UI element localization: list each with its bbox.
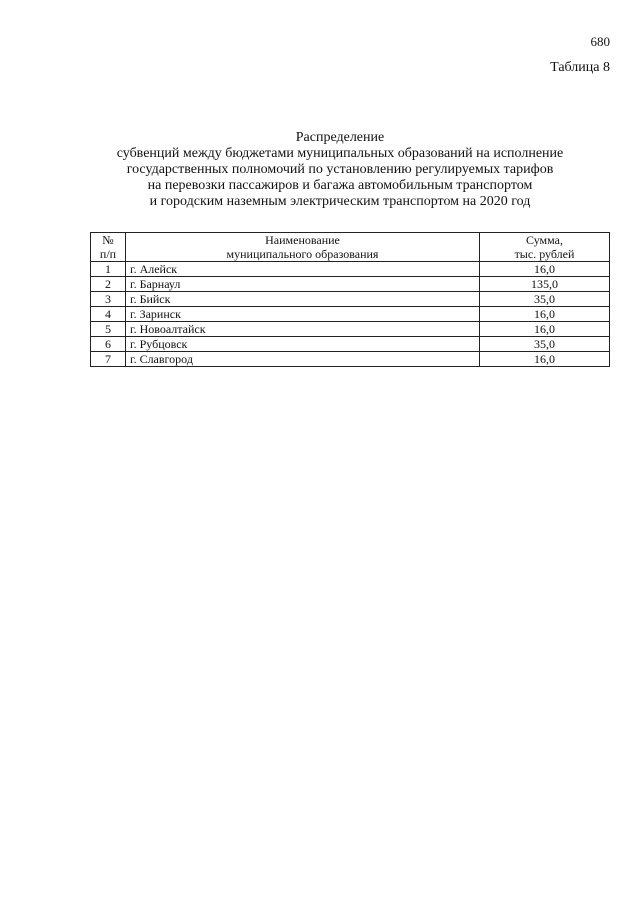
table-row [91, 352, 610, 367]
row-municipality: г. Бийск [126, 292, 480, 307]
row-sum: 16,0 [480, 352, 610, 367]
page-number: 680 [590, 34, 610, 49]
table-row [91, 307, 610, 322]
header-municipality-line: Наименование [265, 233, 340, 247]
table-row [91, 322, 610, 337]
distribution-table [90, 232, 610, 367]
row-sum: 35,0 [480, 337, 610, 352]
row-municipality: г. Рубцовск [126, 337, 480, 352]
row-number: 6 [91, 337, 126, 352]
row-municipality: г. Барнаул [126, 277, 480, 292]
header-sum-line: тыс. рублей [514, 247, 575, 261]
row-sum: 135,0 [480, 277, 610, 292]
row-sum: 35,0 [480, 292, 610, 307]
table-label: Таблица 8 [550, 60, 610, 75]
table-row [91, 262, 610, 277]
heading-title: Распределение [295, 130, 385, 145]
row-municipality: г. Славгород [126, 352, 480, 367]
table-row [91, 292, 610, 307]
header-number [91, 233, 126, 262]
header-municipality [126, 233, 480, 262]
header-number-line: № [102, 233, 114, 247]
header-number-line: п/п [99, 247, 117, 261]
heading-line: субвенций между бюджетами муниципальных образований на исполнение [116, 146, 564, 161]
table-row [91, 337, 610, 352]
header-sum-line: Сумма, [526, 233, 563, 247]
header-municipality-line: муниципального образования [226, 247, 379, 261]
row-sum: 16,0 [480, 307, 610, 322]
row-municipality: г. Новоалтайск [126, 322, 480, 337]
row-number: 5 [91, 322, 126, 337]
table-row [91, 277, 610, 292]
row-number: 7 [91, 352, 126, 367]
heading-line: государственных полномочий по установлению регулируемых тарифов [126, 162, 554, 177]
header-sum [480, 233, 610, 262]
heading-line: на перевозки пассажиров и багажа автомобильным транспортом [147, 178, 533, 193]
row-sum: 16,0 [480, 262, 610, 277]
row-number: 3 [91, 292, 126, 307]
heading-line: и городским наземным электрическим транспортом на 2020 год [149, 194, 531, 209]
row-number: 4 [91, 307, 126, 322]
table-header-row [91, 233, 610, 262]
document-heading [60, 130, 620, 210]
row-municipality: г. Алейск [126, 262, 480, 277]
row-number: 2 [91, 277, 126, 292]
row-sum: 16,0 [480, 322, 610, 337]
row-number: 1 [91, 262, 126, 277]
row-municipality: г. Заринск [126, 307, 480, 322]
